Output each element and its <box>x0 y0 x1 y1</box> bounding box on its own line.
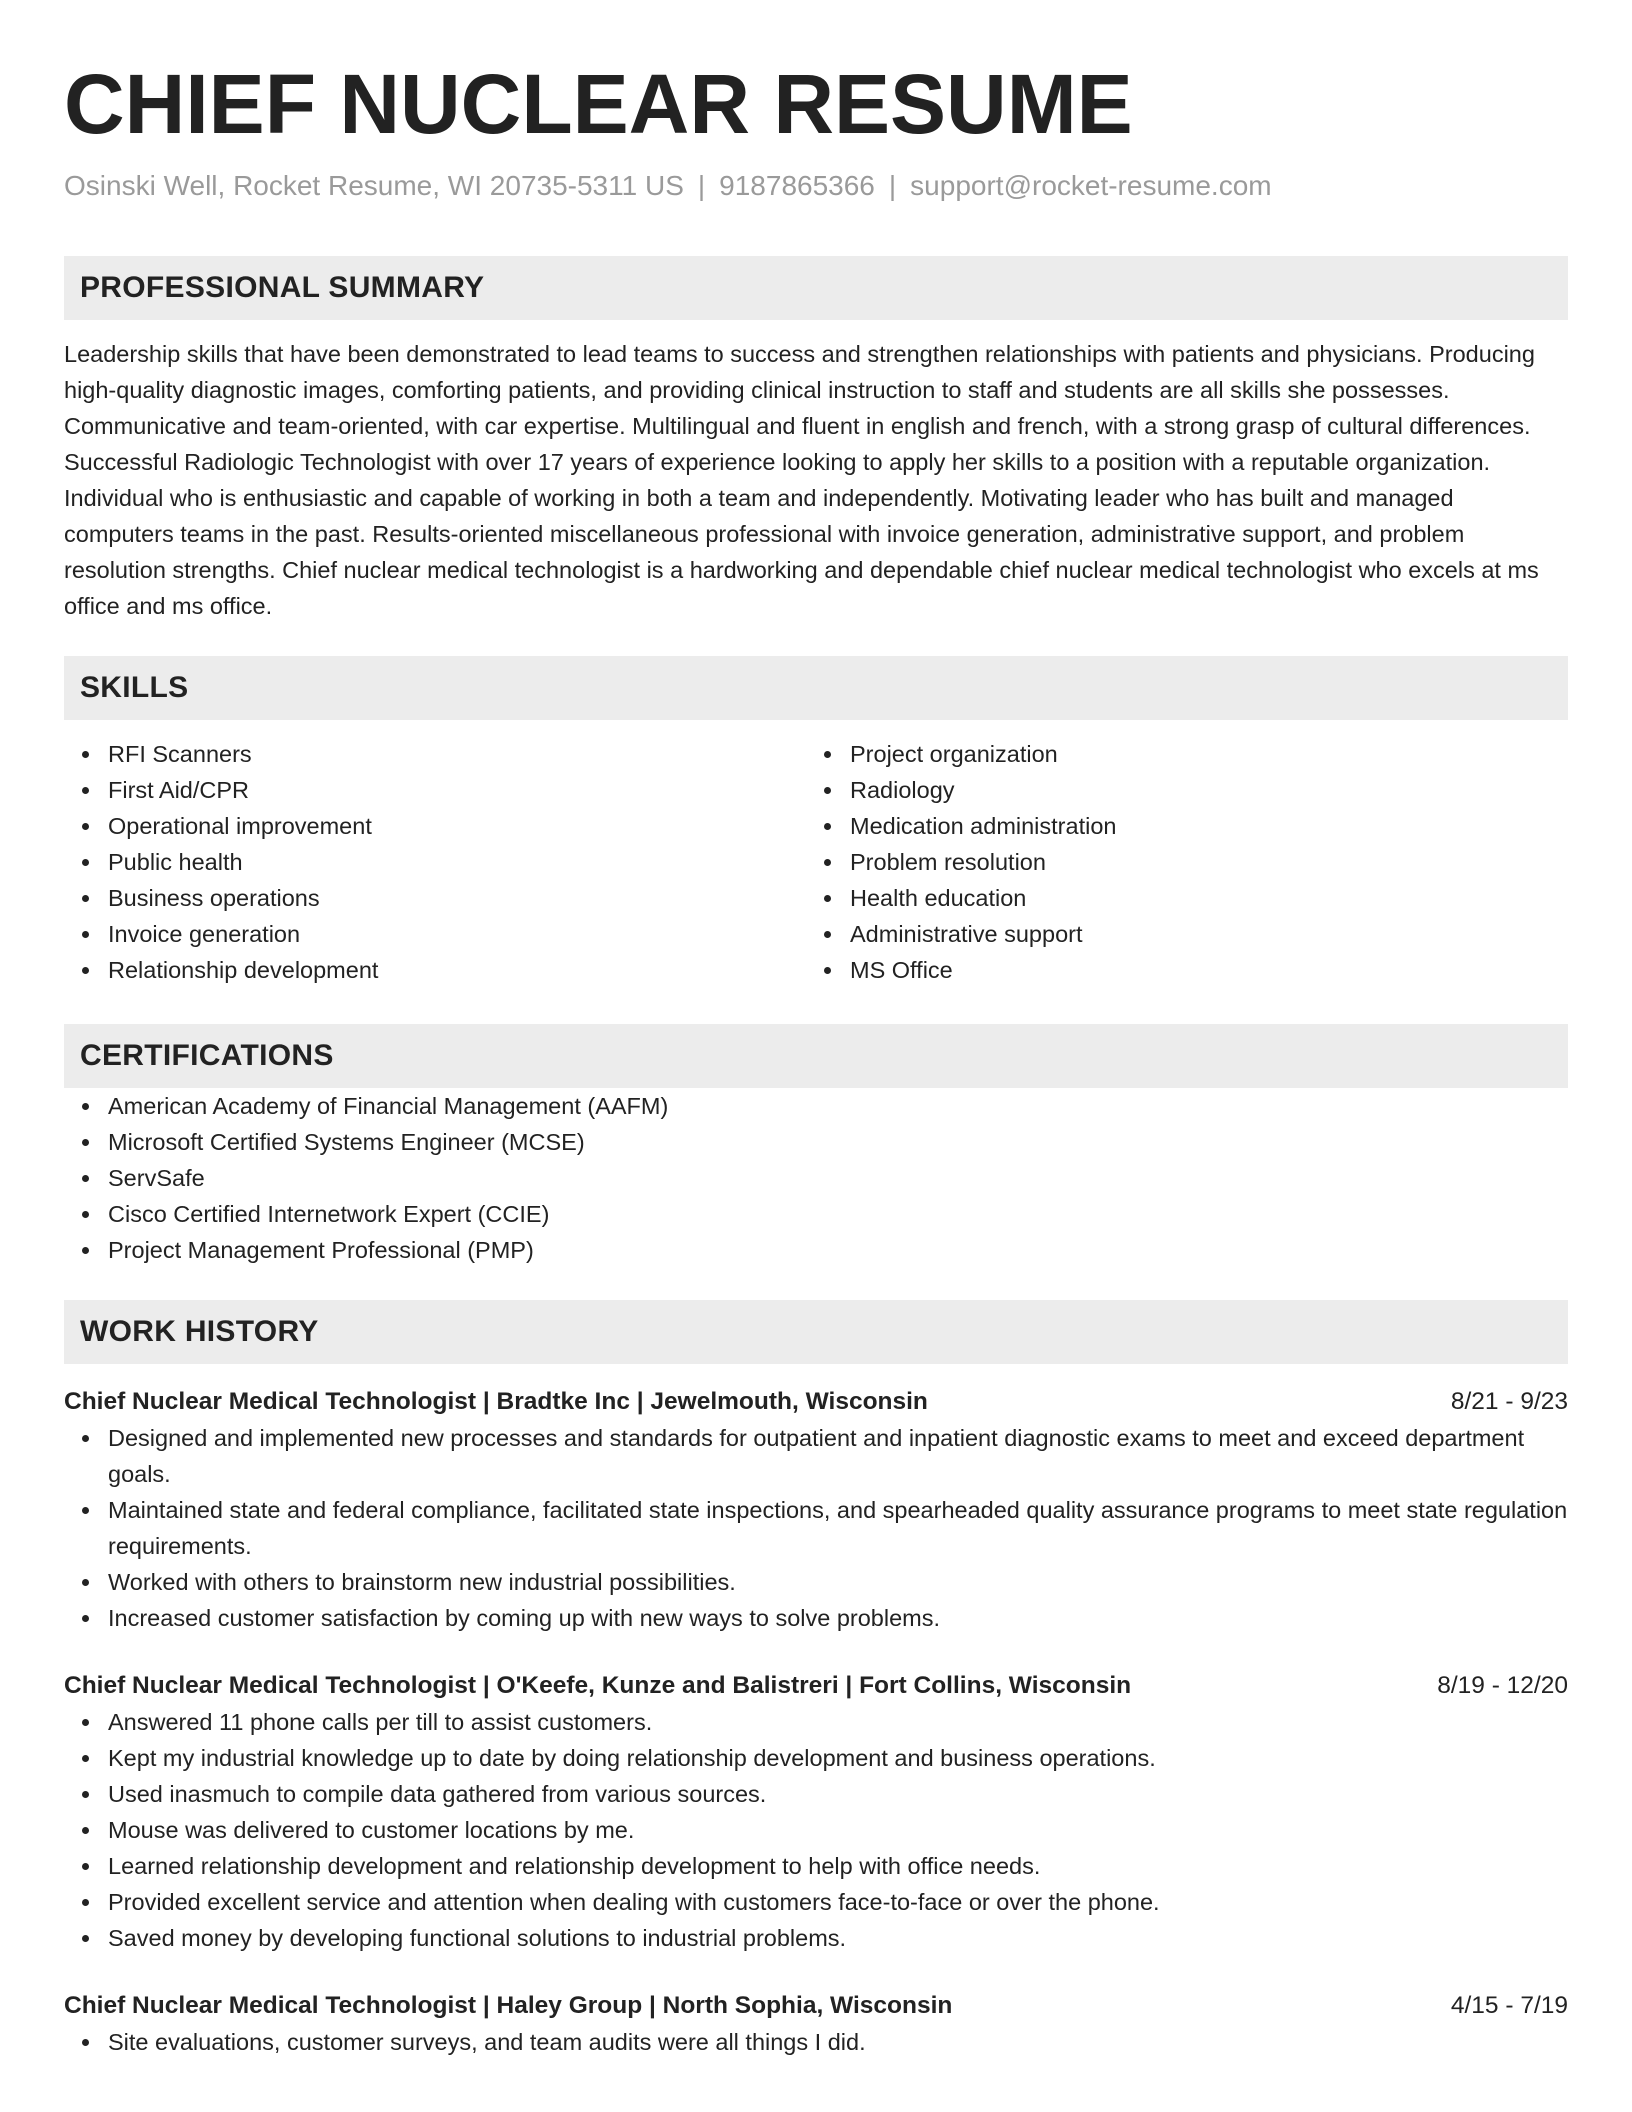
job-duties-list <box>64 1704 1568 1956</box>
certification-item: Project Management Professional (PMP) <box>64 1232 1568 1268</box>
skill-item: Medication administration <box>806 808 1548 844</box>
skills-list-left <box>64 736 806 988</box>
contact-line <box>64 168 1568 204</box>
job-duty: Kept my industrial knowledge up to date by doing relationship development and business operations. <box>64 1740 1568 1776</box>
skill-item: Project organization <box>806 736 1548 772</box>
resume-page <box>64 56 1568 2060</box>
skill-item: Operational improvement <box>64 808 806 844</box>
job-duty: Used inasmuch to compile data gathered from various sources. <box>64 1776 1568 1812</box>
work-history-heading: WORK HISTORY <box>64 1300 1568 1364</box>
job-entry <box>64 1384 1568 1636</box>
skills-heading: SKILLS <box>64 656 1568 720</box>
job-title-row <box>64 1988 1568 2024</box>
job-duty: Answered 11 phone calls per till to assist customers. <box>64 1704 1568 1740</box>
job-duty: Designed and implemented new processes and standards for outpatient and inpatient diagnostic exams to meet and exceed department goals. <box>64 1420 1568 1492</box>
skill-item: First Aid/CPR <box>64 772 806 808</box>
skill-item: Radiology <box>806 772 1548 808</box>
certifications-heading: CERTIFICATIONS <box>64 1024 1568 1088</box>
certification-item: American Academy of Financial Management (AAFM) <box>64 1088 1568 1124</box>
skill-item: Problem resolution <box>806 844 1548 880</box>
job-duty: Saved money by developing functional solutions to industrial problems. <box>64 1920 1568 1956</box>
job-duty: Increased customer satisfaction by coming up with new ways to solve problems. <box>64 1600 1568 1636</box>
job-title-row <box>64 1668 1568 1704</box>
skill-item: Invoice generation <box>64 916 806 952</box>
job-title-row <box>64 1384 1568 1420</box>
job-title: Chief Nuclear Medical Technologist | O'Keefe, Kunze and Balistreri | Fort Collins, Wisconsin <box>64 1672 1132 1699</box>
job-entry <box>64 1988 1568 2060</box>
job-entry <box>64 1668 1568 1956</box>
contact-phone: 9187865366 <box>719 170 875 201</box>
job-duties-list <box>64 2024 1568 2060</box>
skill-item: Relationship development <box>64 952 806 988</box>
contact-separator: | <box>888 170 897 201</box>
skill-item: Health education <box>806 880 1548 916</box>
skills-grid <box>64 736 1568 988</box>
job-dates: 4/15 - 7/19 <box>1450 1992 1568 2019</box>
contact-email[interactable]: support@rocket-resume.com <box>910 170 1272 201</box>
job-duty: Provided excellent service and attention when dealing with customers face-to-face or over the phone. <box>64 1884 1568 1920</box>
skill-item: RFI Scanners <box>64 736 806 772</box>
job-title: Chief Nuclear Medical Technologist | Bradtke Inc | Jewelmouth, Wisconsin <box>64 1388 928 1415</box>
job-duty: Worked with others to brainstorm new industrial possibilities. <box>64 1564 1568 1600</box>
skills-column-left <box>64 736 806 988</box>
job-dates: 8/21 - 9/23 <box>1450 1388 1568 1415</box>
summary-heading: PROFESSIONAL SUMMARY <box>64 256 1568 320</box>
summary-text: Leadership skills that have been demonstrated to lead teams to success and strengthen relationships with patients and physicians. Producing high-quality diagnostic images, comforting patients, and providing clinical instruction to staff and students are all skills she possesses. Communicative and team-oriented, with car expertise. Multilingual and fluent in english and french, with a strong grasp of cultural differences. Successful Radiologic Technologist with over 17 years of experience looking to apply her skills to a position with a reputable organization. Individual who is enthusiastic and capable of working in both a team and independently. Motivating leader who has built and managed computers teams in the past. Results-oriented miscellaneous professional with invoice generation, administrative support, and problem resolution strengths. Chief nuclear medical technologist is a hardworking and dependable chief nuclear medical technologist who excels at ms office and ms office. <box>64 341 1539 619</box>
resume-title: CHIEF NUCLEAR RESUME <box>64 57 1133 151</box>
job-dates: 8/19 - 12/20 <box>1437 1672 1568 1699</box>
skill-item: Public health <box>64 844 806 880</box>
job-duties-list <box>64 1420 1568 1636</box>
job-duty: Mouse was delivered to customer locations by me. <box>64 1812 1568 1848</box>
certification-item: Cisco Certified Internetwork Expert (CCIE) <box>64 1196 1568 1232</box>
job-duty: Site evaluations, customer surveys, and team audits were all things I did. <box>64 2024 1568 2060</box>
certification-item: Microsoft Certified Systems Engineer (MCSE) <box>64 1124 1568 1160</box>
contact-address: Osinski Well, Rocket Resume, WI 20735-5311 US <box>64 170 684 201</box>
skill-item: Administrative support <box>806 916 1548 952</box>
contact-separator: | <box>697 170 706 201</box>
skills-list-right <box>806 736 1548 988</box>
skill-item: MS Office <box>806 952 1548 988</box>
job-duty: Learned relationship development and relationship development to help with office needs. <box>64 1848 1568 1884</box>
job-title: Chief Nuclear Medical Technologist | Haley Group | North Sophia, Wisconsin <box>64 1992 953 2019</box>
certifications-list <box>64 1088 1568 1268</box>
certification-item: ServSafe <box>64 1160 1568 1196</box>
skills-column-right <box>806 736 1548 988</box>
skill-item: Business operations <box>64 880 806 916</box>
job-duty: Maintained state and federal compliance, facilitated state inspections, and spearheaded quality assurance programs to meet state regulation requirements. <box>64 1492 1568 1564</box>
